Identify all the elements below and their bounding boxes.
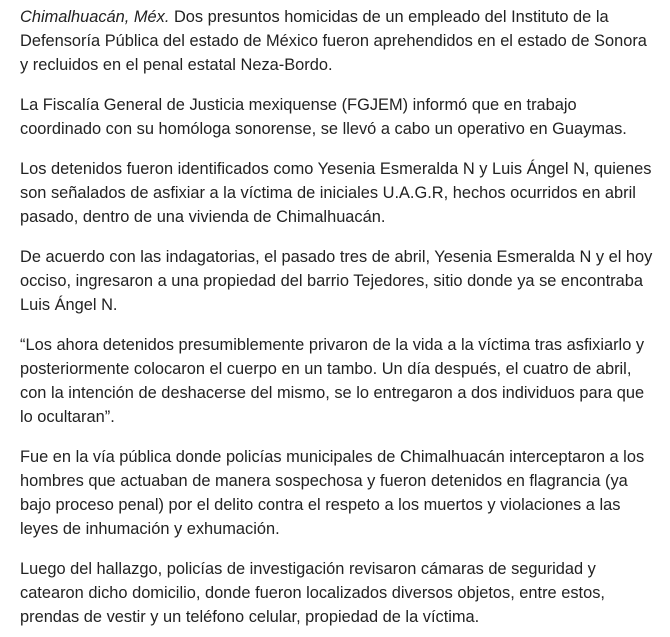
paragraph-fgjem-operation: La Fiscalía General de Justicia mexiquense (FGJEM) informó que en trabajo coordinado con su homóloga sonorense, se llevó a cabo un operativo en Guaymas. — [20, 96, 627, 138]
paragraph-search: Luego del hallazgo, policías de investigación revisaron cámaras de seguridad y catearon dicho domicilio, donde fueron localizados diversos objetos, entre estos, prendas de vestir y un teléfono celular, propiedad de la víctima. — [20, 560, 605, 626]
lead-paragraph — [20, 5, 656, 77]
paragraph-quote: “Los ahora detenidos presumiblemente privaron de la vida a la víctima tras asfixiarlo y posteriormente colocaron el cuerpo en un tambo. Un día después, el cuatro de abril, con la intención de deshacerse del mismo, se lo entregaron a dos individuos para que lo ocultaran”. — [20, 336, 645, 426]
paragraph-arrest: Fue en la vía pública donde policías municipales de Chimalhuacán interceptaron a los hombres que actuaban de manera sospechosa y fueron detenidos en flagrancia (ya bajo proceso penal) por el delito contra el respeto a los muertos y violaciones a las leyes de inhumación y exhumación. — [20, 448, 645, 538]
paragraph-investigation: De acuerdo con las indagatorias, el pasado tres de abril, Yesenia Esmeralda N y el hoy occiso, ingresaron a una propiedad del barrio Tejedores, sitio donde ya se encontraba Luis Ángel N. — [20, 248, 653, 314]
dateline: Chimalhuacán, Méx. — [20, 8, 170, 26]
lead-text: Dos presuntos homicidas de un empleado del Instituto de la Defensoría Pública del estado de México fueron aprehendidos en el estado de Sonora y recluidos en el penal estatal Neza-Bordo. — [20, 8, 647, 74]
paragraph-detainees-identified: Los detenidos fueron identificados como Yesenia Esmeralda N y Luis Ángel N, quienes son señalados de asfixiar a la víctima de iniciales U.A.G.R, hechos ocurridos en abril pasado, dentro de una vivienda de Chimalhuacán. — [20, 160, 652, 226]
